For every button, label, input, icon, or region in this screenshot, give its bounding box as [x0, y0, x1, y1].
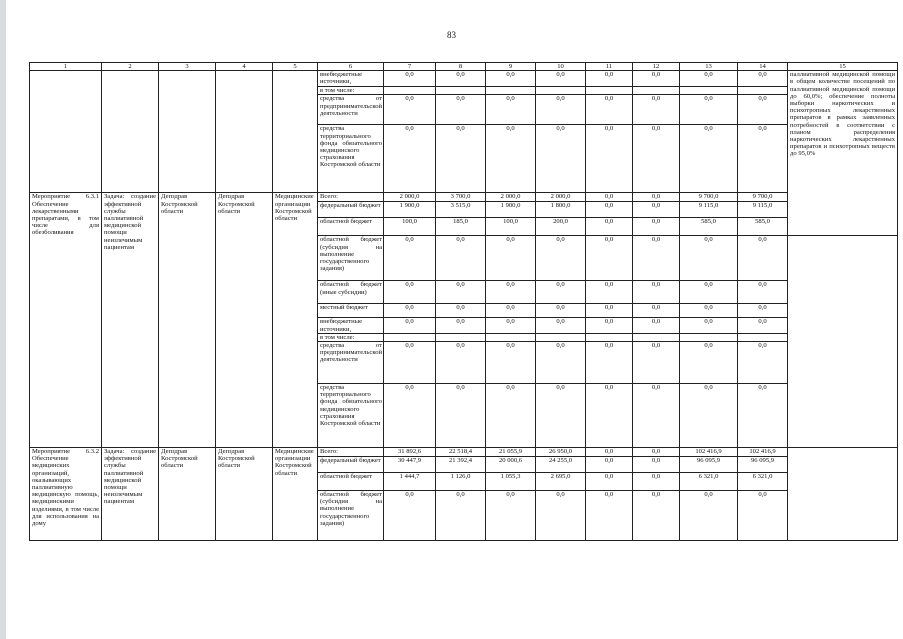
- value-cell: 9 115,0: [738, 202, 788, 218]
- value-cell: 0,0: [738, 125, 788, 193]
- value-cell: 0,0: [680, 71, 738, 87]
- value-cell: 0,0: [586, 318, 633, 333]
- value-cell: 0,0: [536, 236, 586, 281]
- source-label: областной бюджет (субсидия на выполнение государственного задания): [318, 491, 384, 541]
- financing-table: [29, 62, 898, 541]
- value-cell: 0,0: [436, 318, 486, 333]
- value-cell: 0,0: [633, 236, 680, 281]
- value-cell: 1 900,0: [384, 202, 436, 218]
- value-cell: [738, 87, 788, 95]
- value-cell: 2 000,0: [384, 193, 436, 202]
- column-header: 6: [318, 63, 384, 71]
- value-cell: 0,0: [586, 236, 633, 281]
- value-cell: 0,0: [536, 384, 586, 448]
- value-cell: 2 000,0: [536, 193, 586, 202]
- value-cell: [486, 87, 536, 95]
- value-cell: 0,0: [680, 304, 738, 318]
- column-header: 13: [680, 63, 738, 71]
- value-cell: 0,0: [680, 318, 738, 333]
- value-cell: 24 255,0: [536, 457, 586, 473]
- value-cell: [586, 87, 633, 95]
- value-cell: 0,0: [486, 95, 536, 125]
- value-cell: 0,0: [486, 71, 536, 87]
- value-cell: [680, 333, 738, 341]
- measure-name: Мероприятие 6.3.2 Обеспечение медицинских организаций, оказывающих паллиативную медицинскую помощь, медицинскими изделиями, в том числе для использования на дому: [30, 448, 102, 541]
- value-cell: 3 700,0: [436, 193, 486, 202]
- column-header: 9: [486, 63, 536, 71]
- outcome-note: паллиативной медицинской помощи в общем количестве посещений по паллиативной медицинской помощи до 60,0%; обеспечение полноты выборки наркотических и психотропных лекарственных препаратов в рамках заявленных потребностей в соответствии с планом распределения наркотических лекарственных препаратов и психотропных веществ до 95,0%: [788, 71, 898, 236]
- value-cell: 0,0: [436, 491, 486, 541]
- value-cell: 0,0: [436, 95, 486, 125]
- value-cell: 0,0: [633, 491, 680, 541]
- column-header: 11: [586, 63, 633, 71]
- column-header: 5: [273, 63, 318, 71]
- value-cell: 0,0: [384, 125, 436, 193]
- value-cell: 0,0: [680, 342, 738, 384]
- value-cell: 1 055,3: [486, 473, 536, 491]
- value-cell: 0,0: [633, 71, 680, 87]
- value-cell: 0,0: [536, 71, 586, 87]
- value-cell: 0,0: [586, 218, 633, 236]
- value-cell: [384, 87, 436, 95]
- value-cell: 0,0: [738, 491, 788, 541]
- value-cell: 0,0: [680, 125, 738, 193]
- value-cell: 6 321,0: [738, 473, 788, 491]
- table-row: [30, 448, 898, 457]
- source-label: федеральный бюджет: [318, 202, 384, 218]
- value-cell: 0,0: [633, 448, 680, 457]
- value-cell: [738, 333, 788, 341]
- value-cell: 1 900,0: [486, 202, 536, 218]
- value-cell: 0,0: [586, 473, 633, 491]
- value-cell: 0,0: [633, 193, 680, 202]
- value-cell: 0,0: [586, 304, 633, 318]
- value-cell: 0,0: [384, 318, 436, 333]
- value-cell: 0,0: [633, 202, 680, 218]
- value-cell: 0,0: [586, 281, 633, 304]
- value-cell: 0,0: [633, 218, 680, 236]
- value-cell: [680, 87, 738, 95]
- value-cell: 0,0: [486, 236, 536, 281]
- value-cell: 1 126,0: [436, 473, 486, 491]
- table-row: [30, 193, 898, 202]
- value-cell: 0,0: [486, 491, 536, 541]
- empty-cell: [273, 71, 318, 193]
- value-cell: 0,0: [486, 318, 536, 333]
- value-cell: [384, 333, 436, 341]
- value-cell: 0,0: [536, 491, 586, 541]
- source-label: Всего:: [318, 193, 384, 202]
- value-cell: 0,0: [680, 491, 738, 541]
- source-label: федеральный бюджет: [318, 457, 384, 473]
- value-cell: 0,0: [384, 491, 436, 541]
- measure-executor: Депздрав Костромской области: [159, 448, 216, 541]
- value-cell: [586, 333, 633, 341]
- source-label: областной бюджет (субсидия на выполнение государственного задания): [318, 236, 384, 281]
- value-cell: 0,0: [436, 304, 486, 318]
- value-cell: 0,0: [486, 384, 536, 448]
- value-cell: [536, 87, 586, 95]
- value-cell: 9 700,0: [680, 193, 738, 202]
- source-label: областной бюджет: [318, 218, 384, 236]
- value-cell: 0,0: [738, 95, 788, 125]
- value-cell: 0,0: [738, 71, 788, 87]
- column-header: 10: [536, 63, 586, 71]
- source-label: средства территориального фонда обязательного медицинского страхования Костромской области: [318, 384, 384, 448]
- value-cell: 0,0: [633, 318, 680, 333]
- value-cell: 100,0: [486, 218, 536, 236]
- value-cell: 20 000,6: [486, 457, 536, 473]
- value-cell: 0,0: [384, 304, 436, 318]
- value-cell: 0,0: [486, 304, 536, 318]
- value-cell: 0,0: [738, 384, 788, 448]
- value-cell: 0,0: [680, 281, 738, 304]
- value-cell: 0,0: [384, 95, 436, 125]
- value-cell: 0,0: [586, 125, 633, 193]
- column-header: 3: [159, 63, 216, 71]
- value-cell: 0,0: [436, 236, 486, 281]
- column-header: 1: [30, 63, 102, 71]
- value-cell: [436, 333, 486, 341]
- source-label: областной бюджет (иные субсидии): [318, 281, 384, 304]
- empty-cell: [788, 236, 898, 448]
- measure-task: Задача: создание эффективной службы паллиативной медицинской помощи неизлечимым пациентам: [102, 448, 159, 541]
- value-cell: 9 115,0: [680, 202, 738, 218]
- value-cell: 0,0: [738, 304, 788, 318]
- column-header: 4: [216, 63, 273, 71]
- value-cell: 200,0: [536, 218, 586, 236]
- value-cell: 0,0: [738, 281, 788, 304]
- value-cell: 0,0: [436, 125, 486, 193]
- value-cell: 30 447,9: [384, 457, 436, 473]
- measure-executor: Депздрав Костромской области: [159, 193, 216, 448]
- value-cell: 0,0: [633, 457, 680, 473]
- value-cell: 0,0: [384, 281, 436, 304]
- measure-task: Задача: создание эффективной службы паллиативной медицинской помощи неизлечимым пациентам: [102, 193, 159, 448]
- value-cell: 3 515,0: [436, 202, 486, 218]
- value-cell: 0,0: [680, 95, 738, 125]
- measure-customer: Депздрав Костромской области: [216, 448, 273, 541]
- empty-cell: [30, 71, 102, 193]
- value-cell: 0,0: [586, 384, 633, 448]
- value-cell: 0,0: [633, 384, 680, 448]
- value-cell: 0,0: [586, 95, 633, 125]
- value-cell: 0,0: [436, 71, 486, 87]
- value-cell: 0,0: [633, 95, 680, 125]
- value-cell: 102 416,9: [738, 448, 788, 457]
- value-cell: 0,0: [536, 304, 586, 318]
- column-header: 12: [633, 63, 680, 71]
- measure-name: Мероприятие 6.3.1 Обеспечение лекарственными препаратами, в том числе для обезболивания: [30, 193, 102, 448]
- value-cell: 0,0: [633, 304, 680, 318]
- value-cell: 0,0: [536, 95, 586, 125]
- value-cell: 22 518,4: [436, 448, 486, 457]
- empty-cell: [788, 448, 898, 541]
- measure-recipient: Медицинские организации Костромской области: [273, 193, 318, 448]
- value-cell: 0,0: [633, 473, 680, 491]
- value-cell: 96 095,9: [738, 457, 788, 473]
- column-header: 8: [436, 63, 486, 71]
- value-cell: 0,0: [384, 236, 436, 281]
- source-label: средства территориального фонда обязательного медицинского страхования Костромской области: [318, 125, 384, 193]
- measure-customer: Депздрав Костромской области: [216, 193, 273, 448]
- table-row: [30, 71, 898, 87]
- value-cell: 0,0: [536, 318, 586, 333]
- measure-recipient: Медицинские организации Костромской области: [273, 448, 318, 541]
- value-cell: 0,0: [384, 71, 436, 87]
- header-row: [30, 63, 898, 71]
- value-cell: 0,0: [436, 281, 486, 304]
- value-cell: 0,0: [586, 342, 633, 384]
- value-cell: 21 055,9: [486, 448, 536, 457]
- column-header: 14: [738, 63, 788, 71]
- value-cell: 0,0: [384, 342, 436, 384]
- source-label: областной бюджет: [318, 473, 384, 491]
- value-cell: [536, 333, 586, 341]
- source-label: средства от предпринимательской деятельности: [318, 342, 384, 384]
- value-cell: 0,0: [536, 281, 586, 304]
- value-cell: 1 444,7: [384, 473, 436, 491]
- value-cell: 0,0: [536, 125, 586, 193]
- value-cell: 0,0: [738, 236, 788, 281]
- value-cell: 0,0: [586, 457, 633, 473]
- value-cell: 0,0: [680, 236, 738, 281]
- value-cell: 0,0: [486, 342, 536, 384]
- value-cell: 1 800,0: [536, 202, 586, 218]
- value-cell: 0,0: [586, 71, 633, 87]
- value-cell: [436, 87, 486, 95]
- source-label: местный бюджет: [318, 304, 384, 318]
- value-cell: 0,0: [738, 318, 788, 333]
- source-label: средства от предпринимательской деятельности: [318, 95, 384, 125]
- column-header: 2: [102, 63, 159, 71]
- value-cell: 0,0: [436, 342, 486, 384]
- value-cell: 21 392,4: [436, 457, 486, 473]
- value-cell: 9 700,0: [738, 193, 788, 202]
- value-cell: 100,0: [384, 218, 436, 236]
- value-cell: 6 321,0: [680, 473, 738, 491]
- value-cell: 96 095,9: [680, 457, 738, 473]
- value-cell: 0,0: [633, 125, 680, 193]
- value-cell: 2 695,0: [536, 473, 586, 491]
- page-edge-shadow: [0, 0, 6, 639]
- value-cell: 0,0: [586, 202, 633, 218]
- value-cell: 0,0: [486, 281, 536, 304]
- value-cell: [633, 333, 680, 341]
- page-number: 83: [447, 30, 456, 40]
- value-cell: [486, 333, 536, 341]
- value-cell: 0,0: [738, 342, 788, 384]
- source-label: внебюджетные источники,: [318, 71, 384, 87]
- value-cell: 0,0: [536, 342, 586, 384]
- value-cell: 2 000,0: [486, 193, 536, 202]
- empty-cell: [102, 71, 159, 193]
- value-cell: 0,0: [586, 491, 633, 541]
- value-cell: 26 950,0: [536, 448, 586, 457]
- source-label: внебюджетные источники,: [318, 318, 384, 333]
- value-cell: 185,0: [436, 218, 486, 236]
- value-cell: 0,0: [586, 448, 633, 457]
- empty-cell: [159, 71, 216, 193]
- source-label: в том числе:: [318, 87, 384, 95]
- value-cell: 0,0: [586, 193, 633, 202]
- value-cell: 0,0: [436, 384, 486, 448]
- source-label: Всего:: [318, 448, 384, 457]
- value-cell: [633, 87, 680, 95]
- column-header: 7: [384, 63, 436, 71]
- value-cell: 31 892,6: [384, 448, 436, 457]
- value-cell: 0,0: [384, 384, 436, 448]
- value-cell: 102 416,9: [680, 448, 738, 457]
- value-cell: 0,0: [486, 125, 536, 193]
- value-cell: 585,0: [680, 218, 738, 236]
- source-label: в том числе:: [318, 333, 384, 341]
- value-cell: 0,0: [680, 384, 738, 448]
- column-header: 15: [788, 63, 898, 71]
- empty-cell: [216, 71, 273, 193]
- value-cell: 0,0: [633, 281, 680, 304]
- value-cell: 585,0: [738, 218, 788, 236]
- value-cell: 0,0: [633, 342, 680, 384]
